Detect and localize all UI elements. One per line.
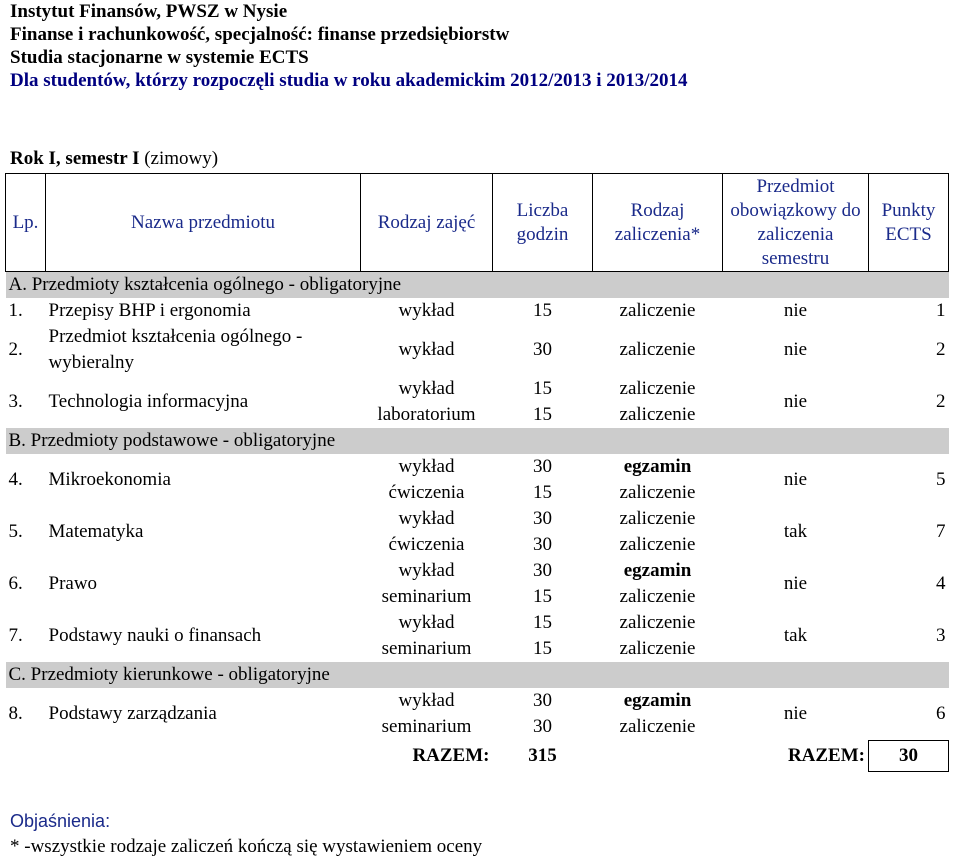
table-row: [6, 376, 949, 402]
table-row: [6, 298, 949, 324]
row-credit-type: egzamin: [623, 690, 692, 711]
row-mandatory: nie: [783, 573, 808, 594]
row-hours: 15: [533, 482, 552, 503]
row-class-type: wykład: [398, 560, 455, 581]
row-ects: 6: [936, 702, 946, 724]
row-hours: 30: [533, 716, 552, 737]
row-mandatory: tak: [783, 625, 808, 646]
row-class-type: seminarium: [381, 716, 472, 737]
total-ects-label: RAZEM:: [787, 744, 865, 766]
table-header-row: [6, 174, 949, 272]
row-subject-name: Mikroekonomia: [48, 469, 171, 490]
notes-section: [10, 808, 482, 860]
row-subject-name: Technologia informacyjna: [48, 391, 249, 412]
table-row: [6, 610, 949, 636]
group-row-c: [6, 662, 949, 688]
row-lp: 4.: [8, 469, 23, 490]
row-subject-name: Przedmiot kształcenia ogólnego - wybieralny: [48, 326, 303, 373]
row-hours: 15: [533, 378, 552, 399]
row-credit-type: egzamin: [623, 456, 692, 477]
row-hours: 30: [533, 560, 552, 581]
group-row-b: [6, 428, 949, 454]
row-ects: 5: [936, 469, 946, 490]
row-ects: 7: [936, 521, 946, 542]
row-mandatory: nie: [783, 469, 808, 490]
row-credit-type: zaliczenie: [619, 716, 696, 737]
row-ects: 1: [936, 300, 946, 321]
col-header-hours: Liczba godzin: [493, 174, 593, 272]
semester-title: [10, 148, 218, 170]
table-row: [6, 324, 949, 376]
row-ects: 2: [936, 391, 946, 412]
notes-label: Objaśnienia:: [10, 811, 111, 831]
group-label-b: B. Przedmioty podstawowe - obligatoryjne: [6, 428, 949, 454]
row-lp: 1.: [8, 300, 23, 321]
col-header-mandatory: Przedmiot obowiązkowy do zaliczenia semestru: [723, 174, 869, 272]
institute-title: Instytut Finansów, PWSZ w Nysie: [10, 1, 288, 22]
row-credit-type: zaliczenie: [619, 638, 696, 659]
row-mandatory: nie: [783, 391, 808, 412]
row-hours: 30: [533, 534, 552, 555]
row-hours: 30: [533, 690, 552, 711]
study-mode-title: Studia stacjonarne w systemie ECTS: [10, 47, 309, 68]
row-credit-type: zaliczenie: [619, 482, 696, 503]
table-row: [6, 558, 949, 584]
row-subject-name: Podstawy nauki o finansach: [48, 625, 262, 646]
cohort-title: Dla studentów, którzy rozpoczęli studia w roku akademickim 2012/2013 i 2013/2014: [10, 70, 688, 91]
table-row: [6, 454, 949, 480]
row-ects: 3: [936, 625, 946, 646]
row-hours: 15: [533, 404, 552, 425]
row-hours: 30: [533, 456, 552, 477]
row-hours: 15: [533, 638, 552, 659]
row-hours: 15: [533, 612, 552, 633]
program-title: Finanse i rachunkowość, specjalność: finanse przedsiębiorstw: [10, 24, 510, 45]
group-label-c: C. Przedmioty kierunkowe - obligatoryjne: [6, 662, 949, 688]
row-class-type: seminarium: [381, 638, 472, 659]
row-credit-type: zaliczenie: [619, 612, 696, 633]
row-ects: 4: [936, 573, 946, 594]
table-row: [6, 688, 949, 714]
semester-label: Rok I, semestr I: [10, 148, 140, 169]
row-class-type: wykład: [398, 456, 455, 477]
notes-text: * -wszystkie rodzaje zaliczeń kończą się wystawieniem oceny: [10, 836, 483, 857]
row-lp: 2.: [8, 339, 23, 360]
total-hours-label: RAZEM:: [412, 744, 490, 766]
row-credit-type: zaliczenie: [619, 534, 696, 555]
row-lp: 7.: [8, 625, 23, 646]
row-credit-type: zaliczenie: [619, 586, 696, 607]
col-header-ects: Punkty ECTS: [869, 174, 949, 272]
semester-season: (zimowy): [139, 148, 219, 169]
row-subject-name: Przepisy BHP i ergonomia: [48, 300, 251, 321]
row-class-type: seminarium: [381, 586, 472, 607]
row-credit-type: zaliczenie: [619, 404, 696, 425]
row-credit-type: zaliczenie: [619, 378, 696, 399]
row-credit-type: egzamin: [623, 560, 692, 581]
col-header-type: Rodzaj zajęć: [361, 174, 493, 272]
group-row-a: [6, 272, 949, 299]
row-mandatory: nie: [783, 339, 808, 360]
row-class-type: wykład: [398, 300, 455, 321]
row-subject-name: Prawo: [48, 573, 98, 594]
document-header: [10, 0, 688, 92]
row-mandatory: nie: [783, 703, 808, 724]
row-lp: 8.: [8, 703, 23, 724]
group-label-a: A. Przedmioty kształcenia ogólnego - obligatoryjne: [6, 272, 949, 299]
row-credit-type: zaliczenie: [619, 339, 696, 360]
row-hours: 30: [533, 508, 552, 529]
row-class-type: laboratorium: [377, 404, 476, 425]
row-hours: 15: [533, 300, 552, 321]
row-subject-name: Matematyka: [48, 521, 144, 542]
col-header-name: Nazwa przedmiotu: [46, 174, 361, 272]
curriculum-table: [5, 173, 949, 772]
row-class-type: wykład: [398, 378, 455, 399]
total-hours-value: 315: [528, 744, 557, 766]
row-mandatory: tak: [783, 521, 808, 542]
total-ects-value: 30: [869, 740, 949, 771]
row-lp: 5.: [8, 521, 23, 542]
col-header-credit-type: Rodzaj zaliczenia*: [593, 174, 723, 272]
row-subject-name: Podstawy zarządzania: [48, 703, 217, 724]
row-mandatory: nie: [783, 300, 808, 321]
row-hours: 15: [533, 586, 552, 607]
row-credit-type: zaliczenie: [619, 508, 696, 529]
row-lp: 6.: [8, 573, 23, 594]
table-row: [6, 506, 949, 532]
row-lp: 3.: [8, 391, 23, 412]
row-class-type: ćwiczenia: [388, 482, 465, 503]
row-hours: 30: [533, 339, 552, 360]
row-class-type: ćwiczenia: [388, 534, 465, 555]
totals-row: [6, 740, 949, 771]
row-credit-type: zaliczenie: [619, 300, 696, 321]
row-class-type: wykład: [398, 339, 455, 360]
row-ects: 2: [936, 339, 946, 360]
row-class-type: wykład: [398, 690, 455, 711]
col-header-lp: Lp.: [6, 174, 46, 272]
row-class-type: wykład: [398, 612, 455, 633]
row-class-type: wykład: [398, 508, 455, 529]
